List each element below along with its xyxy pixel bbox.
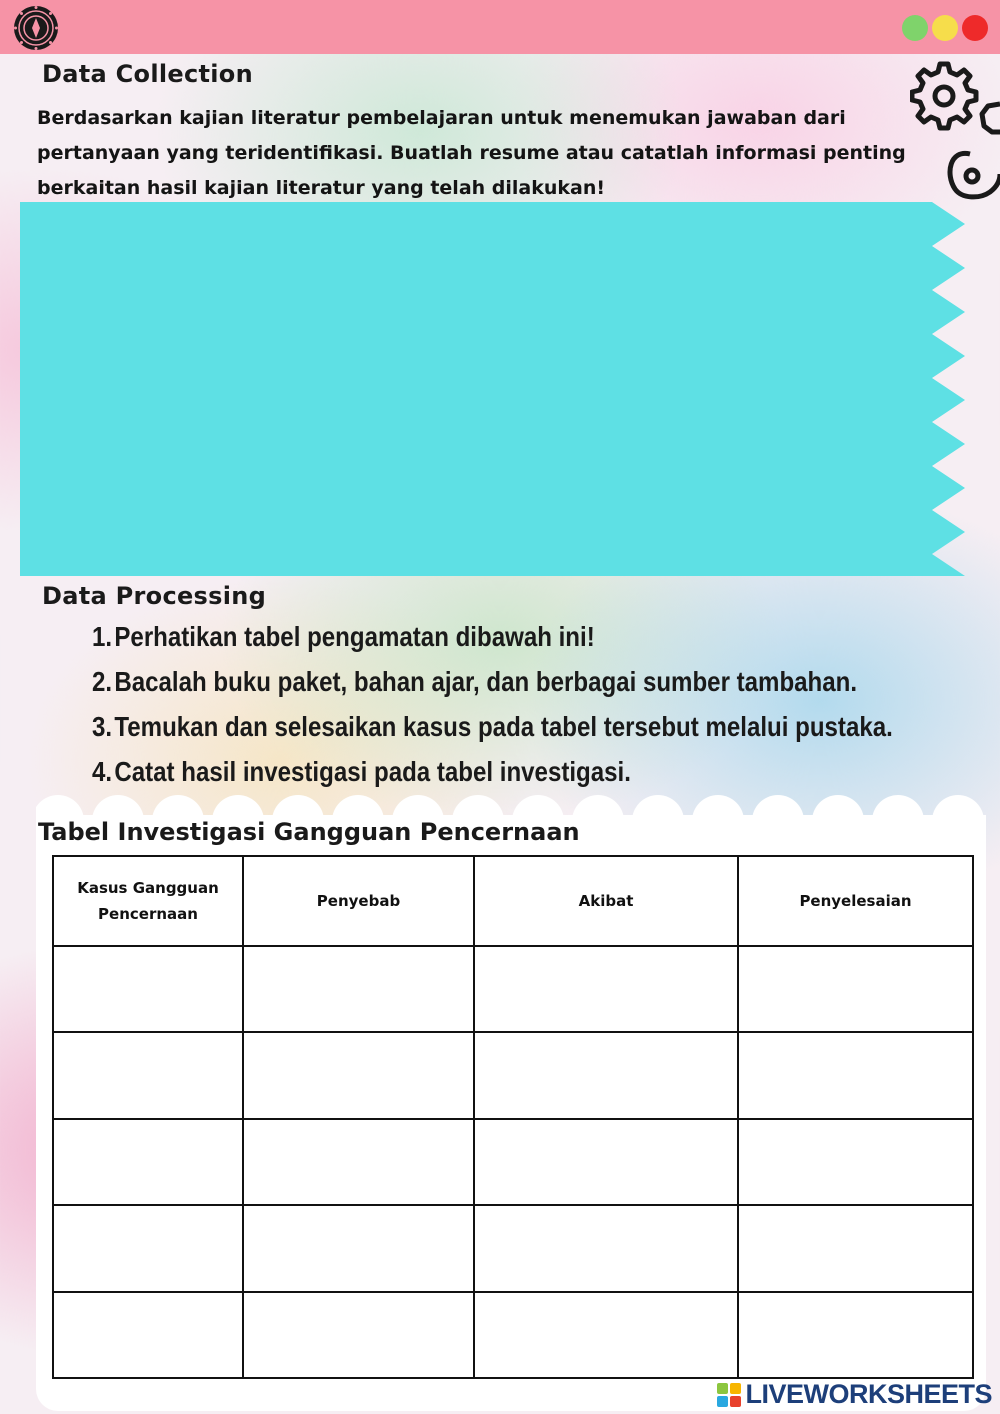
data-collection-instruction: Berdasarkan kajian literatur pembelajaran untuk menemukan jawaban dari pertanyaan yang teridentifikasi. Buatlah resume atau catatlah informasi penting berkaitan hasil kajian literatur yang telah dilakukan! [37,107,906,199]
table-row [53,946,973,1032]
table-cell[interactable] [474,1292,738,1378]
table-cell[interactable] [243,1032,474,1118]
dot-yellow [932,15,958,41]
header-bar [0,0,1000,54]
gears-icon [910,54,1000,204]
column-header: Penyebab [243,856,474,946]
table-row [53,1032,973,1118]
table-cell[interactable] [53,1032,243,1118]
column-header: Kasus Gangguan Pencernaan [53,856,243,946]
table-cell[interactable] [243,946,474,1032]
step-item: 3. Temukan dan selesaikan kasus pada tabel tersebut melalui pustaka. [92,711,893,742]
table-cell[interactable] [243,1119,474,1205]
table-header-row [53,856,973,946]
university-emblem-icon [12,4,60,52]
table-cell[interactable] [53,1205,243,1291]
column-header: Penyelesaian [738,856,973,946]
table-cell[interactable] [53,946,243,1032]
dot-green [902,15,928,41]
step-item: 1. Perhatikan tabel pengamatan dibawah ini! [92,621,595,652]
liveworksheets-watermark[interactable] [717,1379,992,1410]
liveworksheets-logo-icon [717,1383,741,1407]
table-cell[interactable] [474,1119,738,1205]
table-cell[interactable] [243,1205,474,1291]
table-row [53,1205,973,1291]
processing-steps [92,614,1000,794]
resume-answer-area[interactable] [20,202,965,576]
table-row [53,1119,973,1205]
table-cell[interactable] [738,1032,973,1118]
table-cell[interactable] [53,1292,243,1378]
watermark-text: LIVEWORKSHEETS [745,1379,992,1409]
table-cell[interactable] [738,1292,973,1378]
window-dots [902,15,988,41]
answer-area-shape [20,202,965,576]
table-cell[interactable] [474,1032,738,1118]
investigation-table [52,855,974,1379]
table-cell[interactable] [243,1292,474,1378]
step-item: 2. Bacalah buku paket, bahan ajar, dan berbagai sumber tambahan. [92,666,858,697]
table-cell[interactable] [738,1119,973,1205]
column-header: Akibat [474,856,738,946]
data-processing-heading: Data Processing [42,582,267,610]
data-collection-heading: Data Collection [42,60,253,88]
step-item: 4. Catat hasil investigasi pada tabel investigasi. [92,756,631,787]
table-cell[interactable] [474,946,738,1032]
table-cell[interactable] [738,946,973,1032]
table-cell[interactable] [474,1205,738,1291]
table-cell[interactable] [53,1119,243,1205]
dot-red [962,15,988,41]
table-title: Tabel Investigasi Gangguan Pencernaan [38,818,580,846]
table-row [53,1292,973,1378]
table-cell[interactable] [738,1205,973,1291]
